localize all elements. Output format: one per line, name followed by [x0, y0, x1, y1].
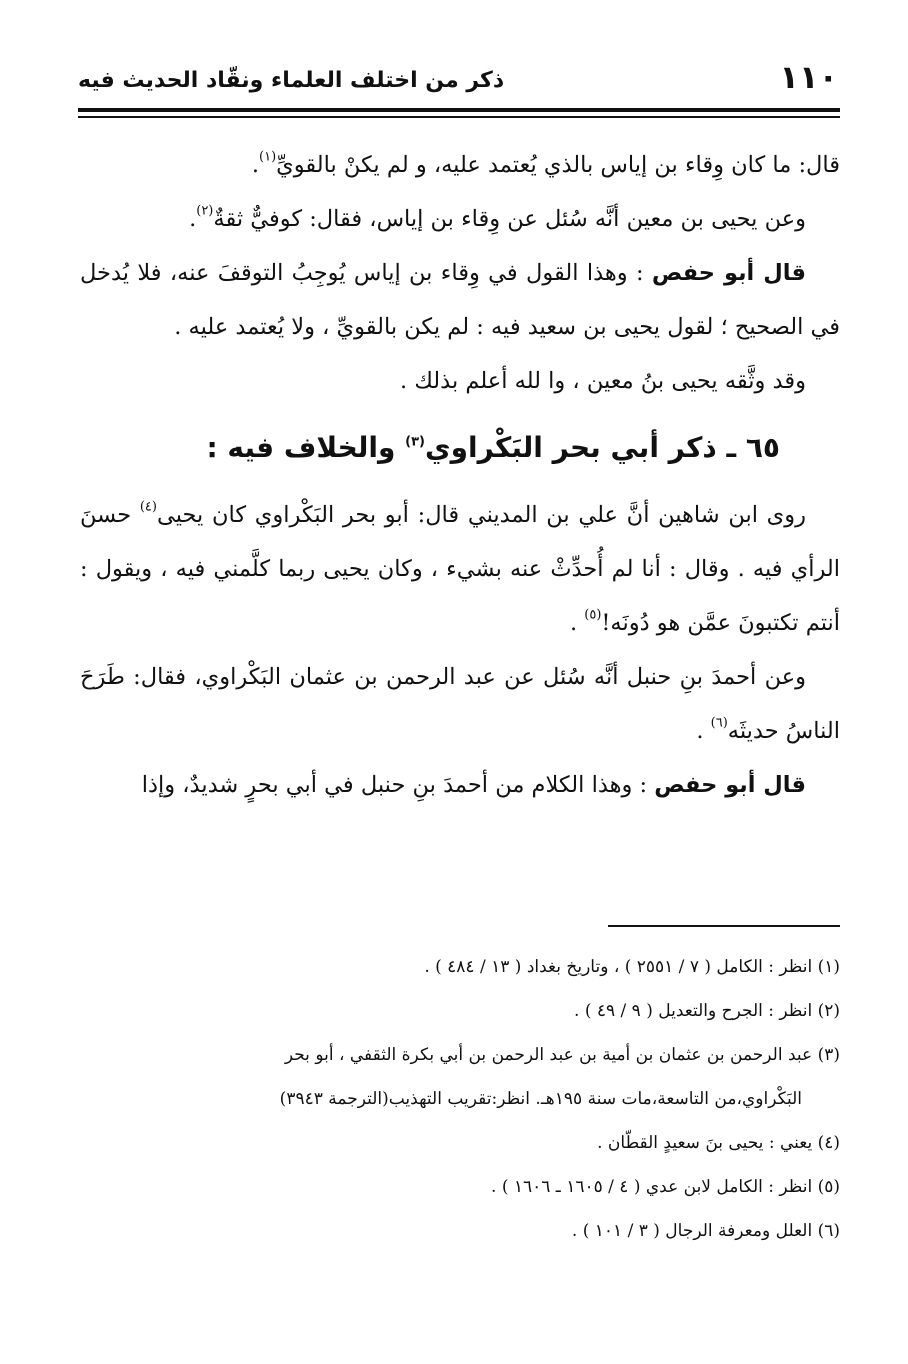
footnote-ref-6: (٦) — [710, 715, 728, 731]
paragraph-1-text: قال: ما كان وِقاء بن إياس بالذي يُعتمد عليه، و لم يكنْ بالقويِّ — [276, 152, 840, 178]
speaker-abu-hafs-2: قال أبو حفص — [654, 772, 806, 798]
paragraph-4-text: وقد وثَّقه يحيى بنُ معين ، وا لله أعلم بذلك . — [400, 368, 806, 394]
footnote-4: (٤) يعني : يحيى بنَ سعيدٍ القطّان . — [597, 1133, 840, 1153]
footnote-1: (١) انظر : الكامل ( ٧ / ٢٥٥١ ) ، وتاريخ بغداد ( ١٣ / ٤٨٤ ) . — [424, 957, 840, 977]
footnote-ref-3: (٣) — [405, 434, 425, 450]
paragraph-4 — [80, 354, 840, 408]
paragraph-7-text: : وهذا الكلام من أحمدَ بنِ حنبل في أبي بحرٍ شديدٌ، وإذا — [141, 772, 648, 798]
header-rule-thin — [78, 116, 840, 118]
paragraph-6-text: وعن أحمدَ بنِ حنبل أنَّه سُئل عن عبد الرحمن بن عثمان البَكْراوي، فقال: طَرَحَ الناسُ حديثَه — [80, 664, 840, 744]
footnote-5: (٥) انظر : الكامل لابن عدي ( ٤ / ١٦٠٥ ـ ١٦٠٦ ) . — [491, 1177, 840, 1197]
paragraph-5-end: . — [569, 610, 578, 636]
paragraph-5 — [80, 488, 840, 650]
paragraph-5-text-a: روى ابن شاهين أنَّ علي بن المديني قال: أبو بحر البَكْراوي كان يحيى — [156, 502, 806, 528]
speaker-abu-hafs-1: قال أبو حفص — [651, 260, 806, 286]
footnote-ref-1: (١) — [259, 149, 277, 165]
footnote-ref-4: (٤) — [139, 499, 157, 515]
paragraph-7 — [80, 758, 840, 812]
section-heading-end: والخلاف فيه : — [206, 431, 396, 464]
paragraph-2-text: وعن يحيى بن معين أنَّه سُئل عن وِقاء بن إياس، فقال: كوفيٌّ ثقةٌ — [213, 206, 806, 232]
footnote-3: (٣) عبد الرحمن بن عثمان بن أمية بن عبد الرحمن بن أبي بكرة الثقفي ، أبو بحر — [284, 1045, 840, 1065]
paragraph-6 — [80, 650, 840, 758]
paragraph-3-text: : وهذا القول في وِقاء بن إياس يُوجِبُ التوقفَ عنه، فلا يُدخل في الصحيح ؛ لقول يحيى بن سعيد فيه : لم يكن بالقويِّ ، ولا يُعتمد عليه . — [80, 260, 840, 340]
footnotes — [80, 945, 840, 1253]
section-heading — [80, 408, 840, 488]
paragraph-1-end: . — [251, 152, 259, 178]
paragraph-2-end: . — [189, 206, 197, 232]
paragraph-6-end: . — [696, 718, 704, 744]
paragraph-2 — [80, 192, 840, 246]
running-title: ذكر من اختلف العلماء ونقّاد الحديث فيه — [78, 68, 505, 93]
footnote-ref-5: (٥) — [584, 607, 602, 623]
paragraph-5-text-b: حسنَ الرأي فيه . وقال : أنا لم أُحدِّثْ عنه بشيء ، وكان يحيى ربما كلَّمني فيه ، ويقول : أنتم تكتبونَ عمَّن هو دُونَه! — [80, 502, 840, 636]
section-heading-text: ٦٥ ـ ذكر أبي بحر البَكْراوي — [424, 431, 780, 464]
footnote-3-continued: البَكْراوي،من التاسعة،مات سنة ١٩٥هـ. انظر:تقريب التهذيب(الترجمة ٣٩٤٣) — [279, 1089, 802, 1109]
main-text — [80, 138, 840, 812]
paragraph-3 — [80, 246, 840, 354]
footnote-2: (٢) انظر : الجرح والتعديل ( ٩ / ٤٩ ) . — [574, 1001, 840, 1021]
paragraph-1 — [80, 138, 840, 192]
page-number: ١١٠ — [779, 58, 838, 96]
footnote-ref-2: (٢) — [196, 203, 214, 219]
page-header — [78, 58, 838, 108]
footnote-separator — [608, 925, 840, 927]
footnote-6: (٦) العلل ومعرفة الرجال ( ٣ / ١٠١ ) . — [571, 1221, 840, 1241]
header-rule-thick — [78, 108, 840, 112]
